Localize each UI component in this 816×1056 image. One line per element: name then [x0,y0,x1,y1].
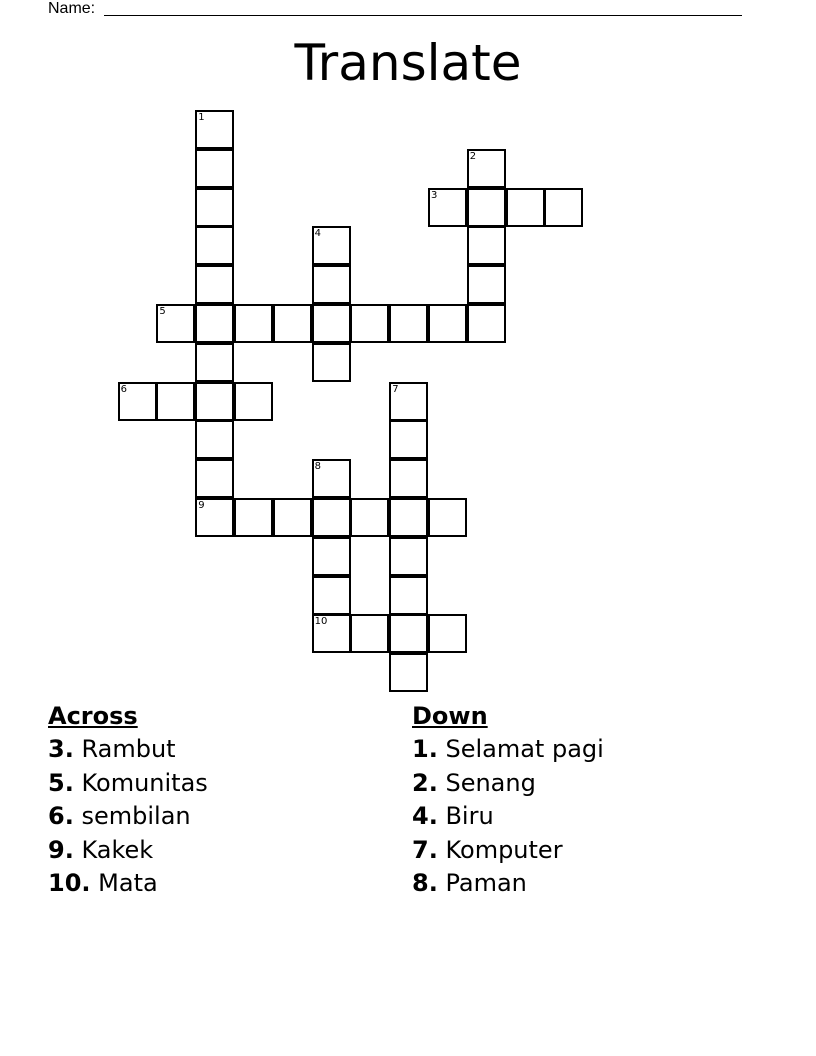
grid-cell[interactable] [389,653,428,692]
grid-cell[interactable] [312,498,351,537]
grid-cell[interactable] [389,459,428,498]
grid-cell[interactable] [428,498,467,537]
clue-number: 9. [48,835,74,864]
clue-number: 2. [412,768,438,797]
grid-cell[interactable] [312,265,351,304]
clue-text: Biru [445,802,494,830]
grid-cell[interactable] [350,614,389,653]
clue-text: Rambut [81,735,176,763]
grid-cell[interactable] [195,382,234,421]
clue-text: Mata [98,869,158,897]
clue-number: 5. [48,768,74,797]
grid-cell[interactable] [195,420,234,459]
grid-cell[interactable] [156,382,195,421]
grid-cell[interactable] [195,265,234,304]
clue-item [412,867,604,901]
clue-item [48,867,208,901]
grid-cell[interactable] [467,265,506,304]
clue-number: 4. [412,802,438,830]
grid-cell[interactable] [195,110,234,149]
clue-number: 7. [412,835,438,864]
clue-number: 3. [48,735,74,763]
clue-number: 1. [412,735,438,763]
clue-item [48,800,208,834]
clue-number: 10. [48,869,91,897]
clue-text: Selamat pagi [445,735,604,763]
cell-number: 3 [431,189,438,201]
across-clues [48,700,208,901]
grid-cell[interactable] [389,304,428,343]
grid-cell[interactable] [350,304,389,343]
clue-number: 6. [48,802,74,830]
grid-cell[interactable] [350,498,389,537]
grid-cell[interactable] [389,614,428,653]
cell-number: 7 [392,383,399,395]
cell-number: 1 [198,112,205,123]
clue-item [48,834,208,868]
down-clue-list [412,733,604,901]
grid-cell[interactable] [273,498,312,537]
grid-cell[interactable] [467,149,506,188]
grid-cell[interactable] [234,304,273,343]
clue-item [412,834,604,868]
grid-cell[interactable] [389,537,428,576]
grid-cell[interactable] [389,420,428,459]
grid-cell[interactable] [195,459,234,498]
grid-cell[interactable] [467,188,506,227]
across-clue-list [48,733,208,901]
cell-number: 4 [314,228,321,240]
grid-cell[interactable] [195,149,234,188]
grid-cell[interactable] [195,304,234,343]
page-title: Translate [294,34,522,92]
grid-cell[interactable] [312,576,351,615]
grid-cell[interactable] [156,304,195,343]
grid-cell[interactable] [312,304,351,343]
clue-text: Komunitas [81,768,208,797]
clue-text: Senang [445,768,536,797]
clue-number: 8. [412,869,438,897]
grid-cell[interactable] [467,304,506,343]
grid-cell[interactable] [467,226,506,265]
grid-cell[interactable] [195,343,234,382]
clue-text: Komputer [445,835,563,864]
grid-cell[interactable] [544,188,583,227]
clue-item [412,800,604,834]
grid-cell[interactable] [312,459,351,498]
grid-cell[interactable] [389,576,428,615]
grid-cell[interactable] [506,188,545,227]
grid-cell[interactable] [273,304,312,343]
cell-number: 2 [469,150,477,162]
grid-cell[interactable] [312,343,351,382]
grid-cell[interactable] [195,498,234,537]
name-label: Name: [48,0,96,17]
grid-cell[interactable] [195,188,234,227]
clue-item [412,733,604,767]
clue-item [48,733,208,767]
cell-number: 6 [120,383,127,395]
cell-number: 8 [314,461,321,473]
cell-number: 10 [314,616,328,628]
grid-cell[interactable] [428,304,467,343]
grid-cell[interactable] [428,188,467,227]
clue-text: sembilan [81,802,191,830]
clue-item [412,767,604,801]
grid-cell[interactable] [312,614,351,653]
grid-cell[interactable] [312,226,351,265]
down-heading: Down [412,702,488,730]
down-clues [412,700,604,901]
clue-text: Kakek [81,835,154,864]
grid-cell[interactable] [234,382,273,421]
grid-cell[interactable] [389,382,428,421]
clue-text: Paman [445,869,527,897]
grid-cell[interactable] [389,498,428,537]
grid-cell[interactable] [118,382,157,421]
across-heading: Across [48,702,138,730]
cell-number: 9 [198,500,205,511]
cell-number: 5 [159,306,166,317]
clue-item [48,767,208,801]
grid-cell[interactable] [312,537,351,576]
grid-cell[interactable] [195,226,234,265]
grid-cell[interactable] [234,498,273,537]
grid-cell[interactable] [428,614,467,653]
